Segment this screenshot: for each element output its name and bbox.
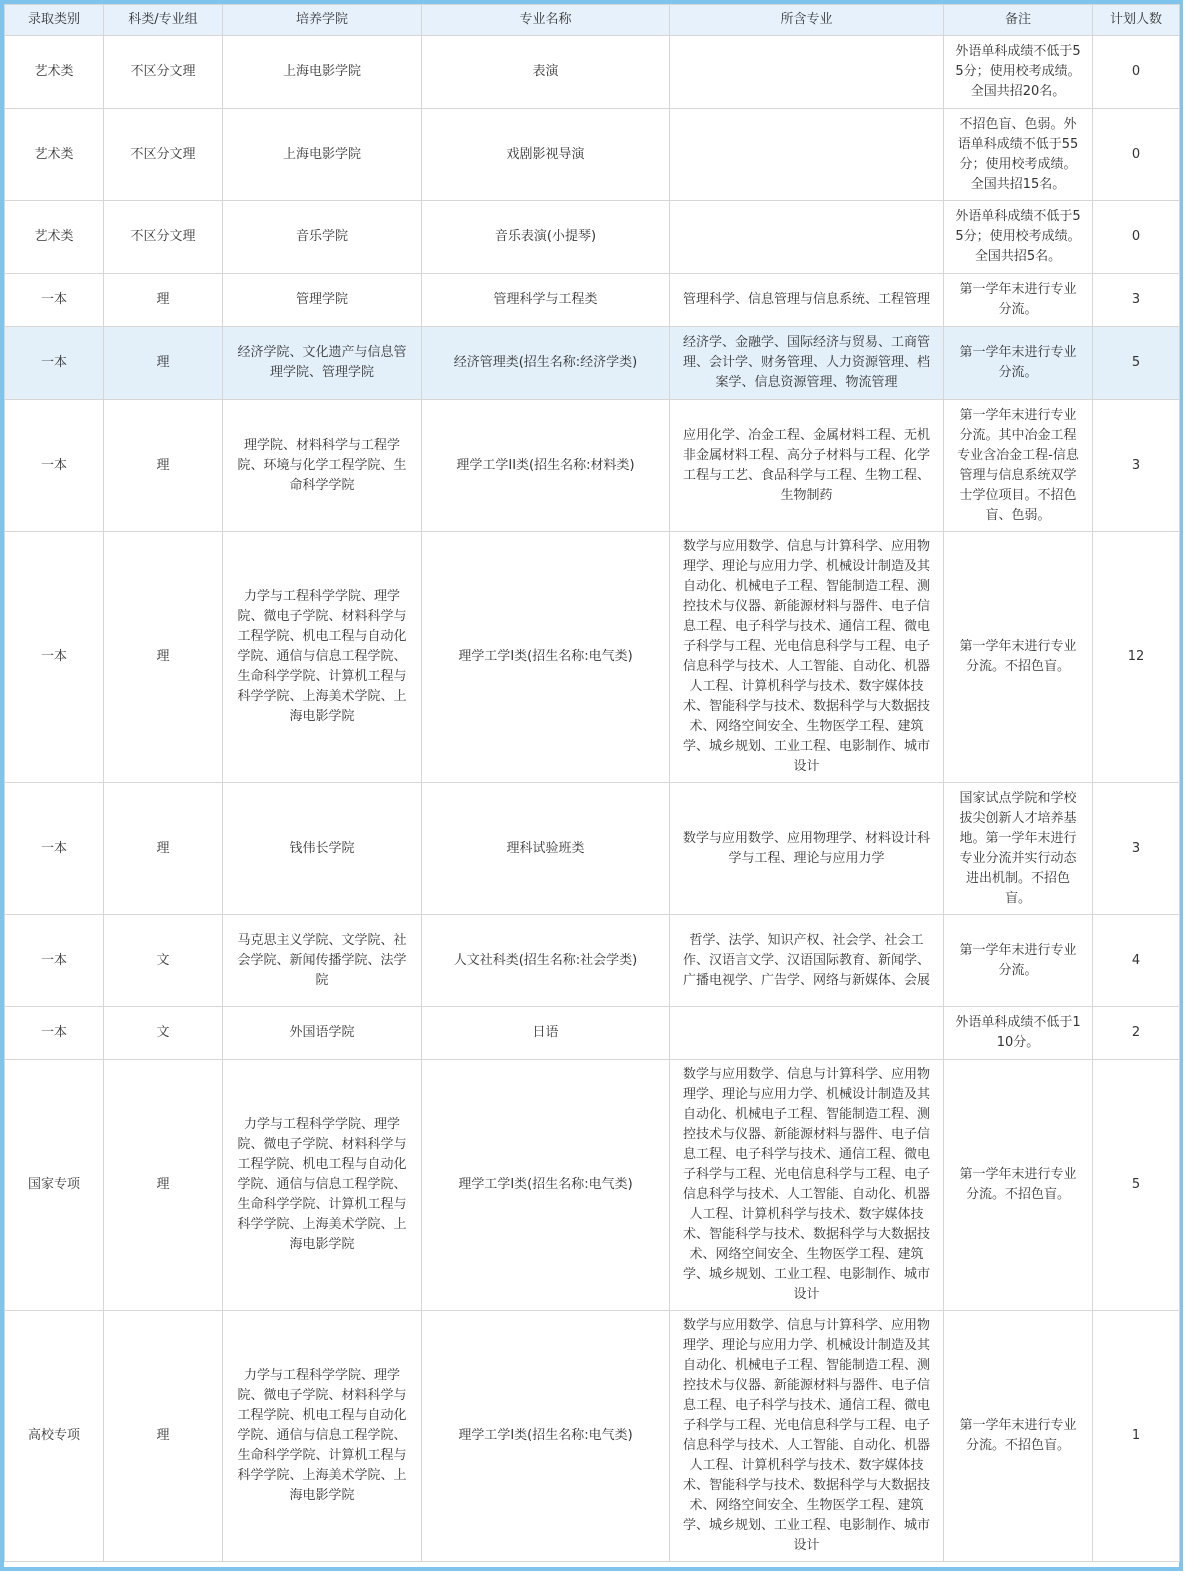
cell-subject-group: 理 [104,327,223,400]
cell-included-majors [670,109,944,201]
cell-major-name: 理学工学I类(招生名称:电气类) [422,532,670,783]
cell-remarks: 第一学年末进行专业分流。不招色盲。 [944,1060,1093,1311]
cell-major-name: 日语 [422,1007,670,1060]
cell-major-name: 理学工学I类(招生名称:电气类) [422,1060,670,1311]
cell-remarks: 第一学年末进行专业分流。 [944,915,1093,1007]
cell-admission-type: 一本 [5,400,104,532]
cell-remarks: 第一学年末进行专业分流。 [944,274,1093,327]
cell-college: 力学与工程科学学院、理学院、微电子学院、材料科学与工程学院、机电工程与自动化学院、通信与信息工程学院、生命科学学院、计算机工程与科学学院、上海美术学院、上海电影学院 [223,1311,422,1562]
cell-major-name: 表演 [422,36,670,109]
table-row [5,783,1180,915]
cell-college: 上海电影学院 [223,36,422,109]
cell-remarks: 外语单科成绩不低于55分；使用校考成绩。全国共招5名。 [944,201,1093,274]
cell-college: 钱伟长学院 [223,783,422,915]
cell-remarks: 国家试点学院和学校拔尖创新人才培养基地。第一学年末进行专业分流并实行动态进出机制。不招色盲。 [944,783,1093,915]
header-included-majors: 所含专业 [670,5,944,36]
cell-college: 音乐学院 [223,201,422,274]
cell-included-majors: 数学与应用数学、信息与计算科学、应用物理学、理论与应用力学、机械设计制造及其自动化、机械电子工程、智能制造工程、测控技术与仪器、新能源材料与器件、电子信息工程、电子科学与技术、通信工程、微电子科学与工程、光电信息科学与工程、电子信息科学与技术、人工智能、自动化、机器人工程、计算机科学与技术、数字媒体技术、智能科学与技术、数据科学与大数据技术、网络空间安全、生物医学工程、建筑学、城乡规划、工业工程、电影制作、城市设计 [670,1060,944,1311]
table-row [5,36,1180,109]
cell-subject-group: 理 [104,1311,223,1562]
cell-remarks: 外语单科成绩不低于55分；使用校考成绩。全国共招20名。 [944,36,1093,109]
cell-plan-count: 3 [1093,274,1180,327]
cell-admission-type: 一本 [5,327,104,400]
cell-remarks: 第一学年末进行专业分流。不招色盲。 [944,1311,1093,1562]
cell-plan-count: 5 [1093,327,1180,400]
cell-major-name: 经济管理类(招生名称:经济学类) [422,327,670,400]
cell-plan-count: 4 [1093,915,1180,1007]
cell-included-majors [670,36,944,109]
cell-college: 理学院、材料科学与工程学院、环境与化学工程学院、生命科学学院 [223,400,422,532]
cell-subject-group: 理 [104,783,223,915]
cell-admission-type: 艺术类 [5,201,104,274]
cell-admission-type: 艺术类 [5,109,104,201]
cell-plan-count: 12 [1093,532,1180,783]
cell-major-name: 戏剧影视导演 [422,109,670,201]
table-row [5,1007,1180,1060]
cell-included-majors: 数学与应用数学、信息与计算科学、应用物理学、理论与应用力学、机械设计制造及其自动化、机械电子工程、智能制造工程、测控技术与仪器、新能源材料与器件、电子信息工程、电子科学与技术、通信工程、微电子科学与工程、光电信息科学与工程、电子信息科学与技术、人工智能、自动化、机器人工程、计算机科学与技术、数字媒体技术、智能科学与技术、数据科学与大数据技术、网络空间安全、生物医学工程、建筑学、城乡规划、工业工程、电影制作、城市设计 [670,532,944,783]
cell-included-majors [670,201,944,274]
table-row [5,109,1180,201]
cell-college: 马克思主义学院、文学院、社会学院、新闻传播学院、法学院 [223,915,422,1007]
cell-included-majors [670,1007,944,1060]
cell-plan-count: 5 [1093,1060,1180,1311]
cell-major-name: 理学工学I类(招生名称:电气类) [422,1311,670,1562]
cell-college: 力学与工程科学学院、理学院、微电子学院、材料科学与工程学院、机电工程与自动化学院、通信与信息工程学院、生命科学学院、计算机工程与科学学院、上海美术学院、上海电影学院 [223,1060,422,1311]
cell-college: 经济学院、文化遗产与信息管理学院、管理学院 [223,327,422,400]
cell-plan-count: 3 [1093,783,1180,915]
cell-included-majors: 数学与应用数学、信息与计算科学、应用物理学、理论与应用力学、机械设计制造及其自动化、机械电子工程、智能制造工程、测控技术与仪器、新能源材料与器件、电子信息工程、电子科学与技术、通信工程、微电子科学与工程、光电信息科学与工程、电子信息科学与技术、人工智能、自动化、机器人工程、计算机科学与技术、数字媒体技术、智能科学与技术、数据科学与大数据技术、网络空间安全、生物医学工程、建筑学、城乡规划、工业工程、电影制作、城市设计 [670,1311,944,1562]
cell-included-majors: 经济学、金融学、国际经济与贸易、工商管理、会计学、财务管理、人力资源管理、档案学、信息资源管理、物流管理 [670,327,944,400]
cell-plan-count: 2 [1093,1007,1180,1060]
cell-subject-group: 不区分文理 [104,36,223,109]
cell-included-majors: 应用化学、冶金工程、金属材料工程、无机非金属材料工程、高分子材料与工程、化学工程与工艺、食品科学与工程、生物工程、生物制药 [670,400,944,532]
cell-remarks: 第一学年末进行专业分流。 [944,327,1093,400]
cell-major-name: 人文社科类(招生名称:社会学类) [422,915,670,1007]
cell-included-majors: 管理科学、信息管理与信息系统、工程管理 [670,274,944,327]
table-row [5,532,1180,783]
header-subject-group: 科类/专业组 [104,5,223,36]
cell-subject-group: 不区分文理 [104,109,223,201]
table-row [5,274,1180,327]
header-plan-count: 计划人数 [1093,5,1180,36]
cell-admission-type: 国家专项 [5,1060,104,1311]
header-major-name: 专业名称 [422,5,670,36]
header-remarks: 备注 [944,5,1093,36]
cell-college: 外国语学院 [223,1007,422,1060]
cell-admission-type: 一本 [5,1007,104,1060]
cell-remarks: 外语单科成绩不低于110分。 [944,1007,1093,1060]
cell-subject-group: 理 [104,274,223,327]
cell-admission-type: 一本 [5,532,104,783]
cell-college: 上海电影学院 [223,109,422,201]
table-header-row [5,5,1180,36]
cell-plan-count: 3 [1093,400,1180,532]
cell-admission-type: 高校专项 [5,1311,104,1562]
cell-plan-count: 1 [1093,1311,1180,1562]
table-row [5,327,1180,400]
table-row [5,1060,1180,1311]
cell-admission-type: 艺术类 [5,36,104,109]
cell-remarks: 第一学年末进行专业分流。不招色盲。 [944,532,1093,783]
table-row [5,201,1180,274]
cell-college: 管理学院 [223,274,422,327]
cell-subject-group: 理 [104,1060,223,1311]
table-row [5,915,1180,1007]
cell-plan-count: 0 [1093,109,1180,201]
table-row [5,1311,1180,1562]
cell-major-name: 管理科学与工程类 [422,274,670,327]
cell-major-name: 音乐表演(小提琴) [422,201,670,274]
cell-admission-type: 一本 [5,274,104,327]
cell-remarks: 第一学年末进行专业分流。其中冶金工程专业含冶金工程-信息管理与信息系统双学士学位项目。不招色盲、色弱。 [944,400,1093,532]
admission-plan-table [4,4,1180,1562]
cell-subject-group: 文 [104,1007,223,1060]
cell-plan-count: 0 [1093,36,1180,109]
cell-remarks: 不招色盲、色弱。外语单科成绩不低于55分；使用校考成绩。全国共招15名。 [944,109,1093,201]
table-row [5,400,1180,532]
header-college: 培养学院 [223,5,422,36]
cell-included-majors: 哲学、法学、知识产权、社会学、社会工作、汉语言文学、汉语国际教育、新闻学、广播电视学、广告学、网络与新媒体、会展 [670,915,944,1007]
cell-included-majors: 数学与应用数学、应用物理学、材料设计科学与工程、理论与应用力学 [670,783,944,915]
cell-admission-type: 一本 [5,783,104,915]
cell-plan-count: 0 [1093,201,1180,274]
cell-subject-group: 理 [104,532,223,783]
cell-subject-group: 理 [104,400,223,532]
cell-subject-group: 文 [104,915,223,1007]
header-admission-type: 录取类别 [5,5,104,36]
cell-major-name: 理科试验班类 [422,783,670,915]
cell-admission-type: 一本 [5,915,104,1007]
cell-major-name: 理学工学II类(招生名称:材料类) [422,400,670,532]
cell-subject-group: 不区分文理 [104,201,223,274]
cell-college: 力学与工程科学学院、理学院、微电子学院、材料科学与工程学院、机电工程与自动化学院、通信与信息工程学院、生命科学学院、计算机工程与科学学院、上海美术学院、上海电影学院 [223,532,422,783]
